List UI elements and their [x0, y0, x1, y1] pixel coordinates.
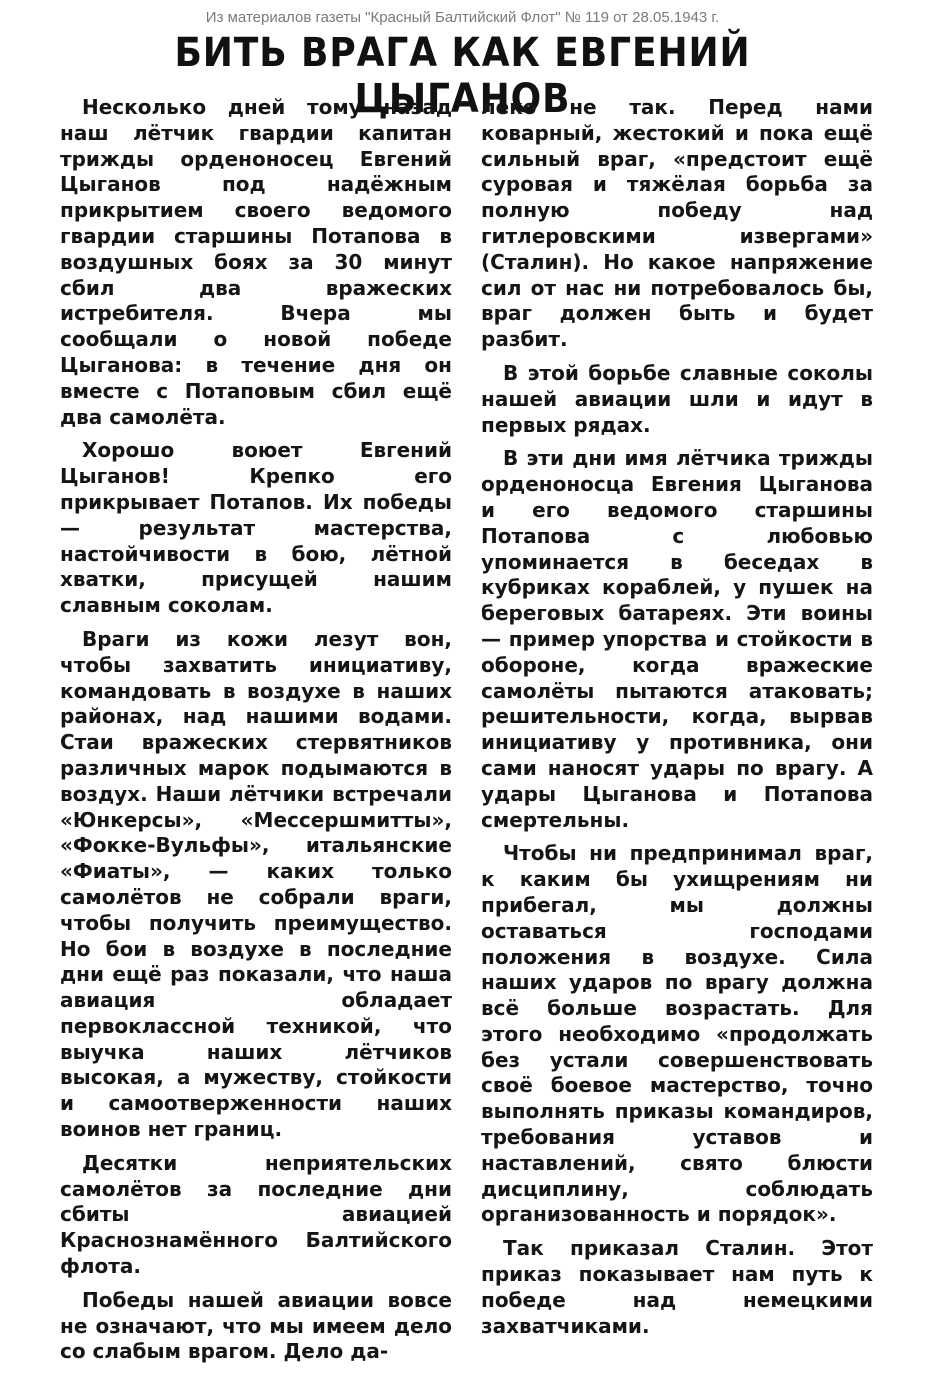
headline: БИТЬ ВРАГА КАК ЕВГЕНИЙ ЦЫГАНОВ	[174, 30, 751, 122]
paragraph: В этой борьбе славные соколы нашей авиации шли и идут в первых рядах.	[481, 360, 873, 437]
paragraph: Чтобы ни предпринимал враг, к каким бы ухищрениям ни прибегал, мы должны оставаться господами положения в воздухе. Сила наших ударов по врагу должна всё больше возрастать. Для этого необходимо «продолжать без устали совершенствовать своё боевое мастерство, точно выполнять приказы командиров, требования уставов и наставлений, свято блюсти дисциплину, соблюдать организованность и порядок».	[481, 841, 873, 1227]
paragraph: Победы нашей авиации вовсе не означают, что мы имеем дело со слабым врагом. Дело да-	[60, 1287, 452, 1364]
paragraph-continuation: леко не так. Перед нами коварный, жестокий и пока ещё сильный враг, «предстоит ещё суровая и тяжёлая борьба за полную победу над гитлеровскими извергами» (Сталин). Но какое напряжение сил от нас ни потребовалось бы, враг должен быть и будет разбит.	[481, 95, 873, 352]
paragraph: Несколько дней тому назад наш лётчик гвардии капитан трижды орденоносец Евгений Цыганов под надёжным прикрытием своего ведомого гвардии старшины Потапова в воздушных боях за 30 минут сбил два вражеских истребителя. Вчера мы сообщали о новой победе Цыганова: в течение дня он вместе с Потаповым сбил ещё два самолёта.	[60, 95, 452, 429]
right-column	[481, 95, 873, 1347]
paragraph: Хорошо воюет Евгений Цыганов! Крепко его прикрывает Потапов. Их победы — результат мастерства, настойчивости в бою, лётной хватки, присущей нашим славным соколам.	[60, 438, 452, 618]
source-caption: Из материалов газеты "Красный Балтийский Флот" № 119 от 28.05.1943 г.	[205, 9, 720, 26]
paragraph: Так приказал Сталин. Этот приказ показывает нам путь к победе над немецкими захватчиками.	[481, 1236, 873, 1338]
left-column	[60, 95, 452, 1373]
paragraph: Враги из кожи лезут вон, чтобы захватить инициативу, командовать в воздухе в наших районах, над нашими водами. Стаи вражеских стервятников различных марок подымаются в воздух. Наши лётчики встречали «Юнкерсы», «Мессершмитты», «Фокке-Вульфы», итальянские «Фиаты», — каких только самолётов не собрали враги, чтобы получить преимущество. Но бои в воздухе в последние дни ещё раз показали, что наша авиация обладает первоклассной техникой, что выучка наших лётчиков высокая, а мужеству, стойкости и самоотверженности наших воинов нет границ.	[60, 626, 452, 1142]
paragraph: Десятки неприятельских самолётов за последние дни сбиты авиацией Краснознамённого Балтийского флота.	[60, 1150, 452, 1279]
paragraph: В эти дни имя лётчика трижды орденоносца Евгения Цыганова и его ведомого старшины Потапова с любовью упоминается в беседах в кубриках кораблей, у пушек на береговых батареях. Эти воины — пример упорства и стойкости в обороне, когда вражеские самолёты пытаются атаковать; решительности, когда, вырвав инициативу у противника, они сами наносят удары по врагу. А удары Цыганова и Потапова смертельны.	[481, 446, 873, 832]
